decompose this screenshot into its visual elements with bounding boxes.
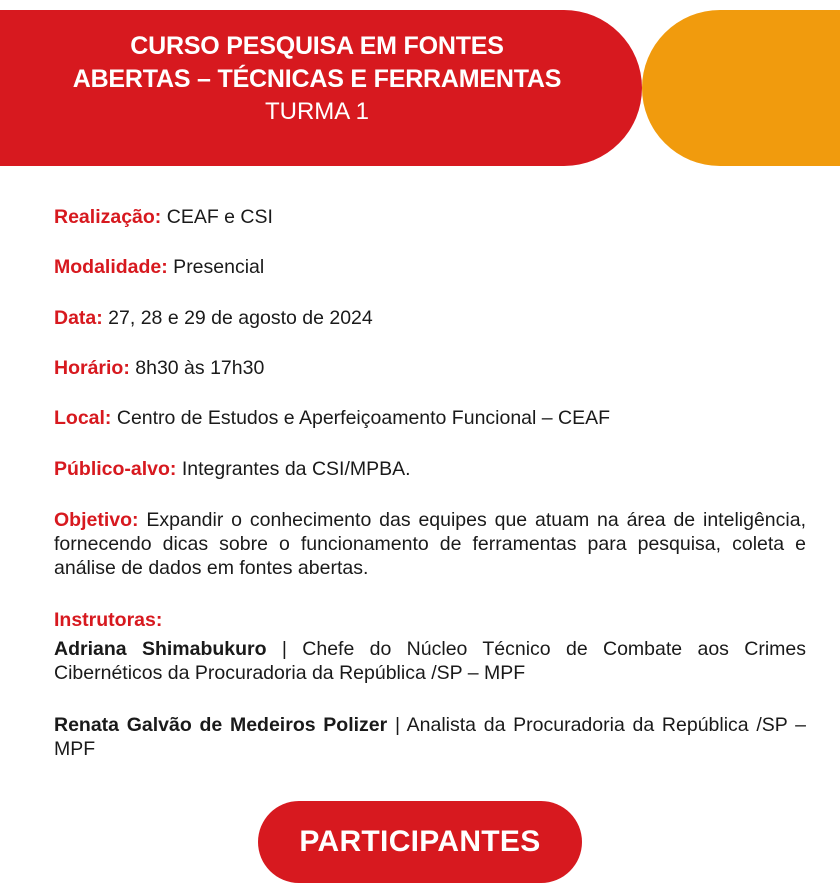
realizacao-label: Realização: <box>54 206 162 228</box>
course-title-line-2: ABERTAS – TÉCNICAS E FERRAMENTAS <box>72 65 562 93</box>
publico-alvo-label: Público-alvo: <box>54 458 177 480</box>
course-title-line-1: CURSO PESQUISA EM FONTES <box>130 32 504 60</box>
instrutora-item <box>54 713 806 761</box>
header-accent-shape <box>642 10 840 166</box>
horario-label: Horário: <box>54 357 130 379</box>
course-title-block <box>0 30 634 128</box>
modalidade-value: Presencial <box>167 256 265 278</box>
objetivo-row <box>54 508 806 580</box>
realizacao-value: CEAF e CSI <box>161 206 273 228</box>
instrutoras-label: Instrutoras: <box>54 609 163 631</box>
objetivo-label: Objetivo: <box>54 509 139 531</box>
modalidade-label: Modalidade: <box>54 256 168 278</box>
realizacao-row <box>54 205 806 229</box>
modalidade-row <box>54 255 806 279</box>
horario-value: 8h30 às 17h30 <box>129 357 265 379</box>
participantes-button[interactable]: PARTICIPANTES <box>258 801 582 883</box>
data-value: 27, 28 e 29 de agosto de 2024 <box>102 307 373 329</box>
local-row <box>54 406 806 430</box>
data-row <box>54 306 806 330</box>
objetivo-value: Expandir o conhecimento das equipes que atuam na área de inteligência, fornecendo dicas sobre o funcionamento de ferramentas para pesquisa, coleta e análise de dados em fontes abertas. <box>54 509 806 579</box>
publico-alvo-value: Integrantes da CSI/MPBA. <box>176 458 411 480</box>
horario-row <box>54 356 806 380</box>
instrutoras-heading-row <box>54 608 806 632</box>
data-label: Data: <box>54 307 103 329</box>
instrutora-role: | Chefe do Núcleo Técnico de Combate aos Crimes Cibernéticos da Procuradoria da República /SP – MPF <box>54 638 806 684</box>
publico-alvo-row <box>54 457 806 481</box>
instrutora-name: Adriana Shimabukuro <box>54 638 267 660</box>
local-value: Centro de Estudos e Aperfeiçoamento Funcional – CEAF <box>111 407 611 429</box>
course-class-label: TURMA 1 <box>264 98 369 125</box>
instrutora-name: Renata Galvão de Medeiros Polizer <box>54 714 388 736</box>
local-label: Local: <box>54 407 112 429</box>
instrutora-role: | Analista da Procuradoria da República /SP – MPF <box>54 714 806 760</box>
instrutora-item <box>54 637 806 685</box>
